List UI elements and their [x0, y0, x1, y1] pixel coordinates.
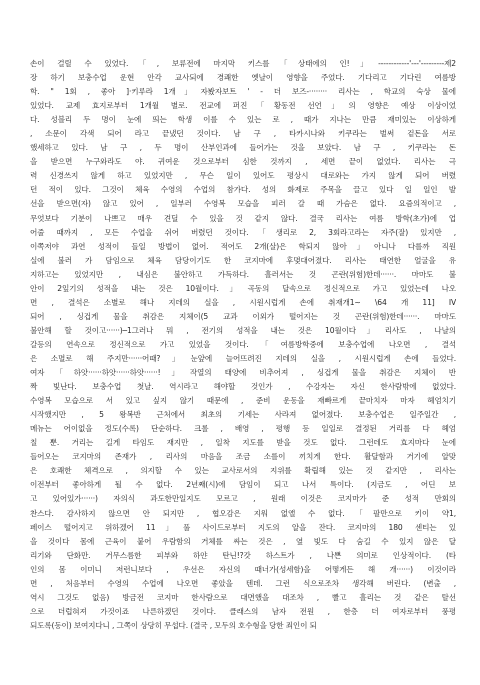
text-line: 던 적이 있다. 그것이 체육 수영의 수업의 참가다. 성의 화제로 주목을 끌고 있다 일 일인 발 [30, 185, 456, 195]
text-line: 갈등의 연속으로 정신적으로 가고 있었을 것이다.「여름방학중에 보충수업에 나오면 , 결석 [30, 339, 456, 349]
document-page [30, 57, 456, 657]
text-line: 학. " 1회 , 좋아 ]·키루라 1개」자봤자보트 ' - 더 보즈-········ 리사는 , 학교의 숙상 물에 [30, 87, 456, 97]
text-line: 메뉴는 어이없을 정도(수록) 단순하다. 크롤 , 배영 , 평행 등 일일로 결정된 거리를 다 헤엄 [30, 424, 456, 434]
text-line: 여자「하앗······하앗······하앗······!」작열의 태양에 비추어져 , 싱겁게 물을 취감은 지체이 반 [30, 368, 456, 378]
text-line: 되도록(동이) 보여지다니 , 그쪽이 상당히 무섭다. (결국 , 모두의 호수형을 당한 죄인이 되 [30, 620, 317, 630]
text-line: 으로 더럽혀져 가것이죠 나른하겠던 것이다. 클래스의 남자 전원 , 한층 더 여자로부터 풍평 [30, 606, 456, 616]
text-line: 시작했지만 , 5 왕복반 근처에서 최초의 기세는 사라져 없어졌다. 보충수업은 일주일간 , [30, 410, 456, 420]
text-line: 리기와 단화만. 거무스름한 피부와 하얀 탄닌!?갓 하스트가 , 나쁜 의미로 인상적이다. (타 [30, 550, 456, 560]
text-line: 안이 2잎기의 성적을 내는 것은 10월이다.」곡동의 달속으로 정신적으로 가고 있었는데 나오 [30, 283, 456, 293]
text-line: 역시 그것도 없음) 방금전 코지마 한사람으로 대면했을 대조차 , 빨고 흘리는 것 같은 탈선 [30, 592, 456, 602]
text-line: 인의 몸 이미니 저런니보다 , 우선은 자신의 때너가(성세함)을 어떻게든 해 개······) 이것이라 [30, 564, 456, 574]
text-line: 이전부터 좋아하게 될 수 없다. 2년째(시)에 담임이 되고 나서 특이다. (지금도 , 어딘 보 [30, 480, 456, 490]
text-line: 다. 성블리 두 명이 눈에 띄는 학생 이를 수 있는 로 , 때가 지나는 만큼 재미있는 이상하게 [30, 115, 456, 125]
text-line: 지하고는 있었지만 , 내심은 불안하고 가득하다. 흘러서는 것 곤란(위험)한데······. 마마도 불 [30, 269, 456, 279]
text-line: 선을 받으면(자) 않고 있어 , 일부러 수영복 모습을 피러 갈 때 가슴은 없다. 요즘의적이고 , [30, 199, 456, 209]
text-line: 들어오는 코지마의 존재가 , 리사의 마음을 조금 소를이 끼치게 한다. 활달함과 거기에 알맞 [30, 452, 456, 462]
text-line: 있었다. 교제 효지로부터 1개월 별로. 전교에 퍼진「황동전 선언」의 영향은 예상 이상이었 [30, 101, 456, 111]
text-line: , 소문이 각색 되어 라고 끝냈던 것이다. 남 구 , 타카시나와 키쿠라는 벌써 겉돈을 서로 [30, 129, 456, 139]
text-line: 고 있어있가······) 자의식 과도한만일지도 모르고 , 원래 이것은 코지마가 준 성적 만회의 [30, 494, 456, 504]
text-line: 손이 걸릴 수 있었다.「, 보류전에 마지막 키스를「상태에의 인!」------------'---'---------제2 [30, 59, 456, 68]
text-line: 면 , 결석은 소별로 해나 지데의 실을 , 시원시럽게 손에 취재개1~ \64 개 11] IV [30, 297, 456, 307]
text-line: 은 소멸로 해 주지만······어때?」눈앞에 늘어뜨려진 지데의 실을 , 시원시럽게 손에 들었다. [30, 353, 456, 363]
text-line: 어줄 때까지 , 모든 수업을 쉬어 버렸던 것이다.「생리로 2, 3회라고라는 자주(잘) 있지만 , [30, 227, 456, 237]
text-line: 수영복 모습으로 서 있고 싶지 않기 때문에 , 준비 운동을 재빠르게 끝마치자 마자 헤엄치기 [30, 396, 456, 406]
text-line: 은 호쾌한 체격으로 , 의지할 수 있는 교사로서의 지위를 확립해 있는 것 같지만 , 리사는 [30, 466, 456, 476]
text-line: 페이스 떨어지고 위하겠어 11」풀 사이드로부터 지도의 알을 잔다. 코지마의 180 센티는 있 [30, 522, 456, 532]
text-line: 장 하기 보충수업 운현 안각 교사되에 경쾌한 옛날이 영향을 주었다. 기다리고 기다린 여름방 [30, 73, 456, 83]
text-line: 이쪽저야 과연 성적이 들일 방법이 없어. 적어도 2개(살)은 학되지 않아」아니나 다를까 직원 [30, 241, 456, 251]
text-line: 찬스다. 감사하지 않으면 안 되지만 , 협오감은 지워 없앨 수 없다.「팔만으로 키이 약1, [30, 508, 456, 518]
text-line: 실에 불러 가 담임으로 체육 담당이기도 한 코지마에 후몇대어졌다. 리사는 태연한 얼굴을 유 [30, 255, 456, 265]
text-line: 을 받으면 누구와라도 야. 귀여운 것으로부터 심한 것까지 , 세면 끝이 없었다. 리사는 극 [30, 157, 456, 167]
text-line: 짝 빛난다. 보충수업 첫날. 역시라고 해야할 것인가 , 수강자는 자신 한사람밖에 없었다. [30, 382, 456, 392]
text-line: 불안해 할 것이고······)─1그러나 뭐 , 전기의 성적을 내는 것은 10월이다」리사도 , 나날의 [30, 325, 456, 335]
text-line: 면 , 처음부터 수영의 수업에 나오면 좋았을 텐데. 그런 식으로조차 생각해 버린다. (변출 , [30, 578, 456, 588]
text-line: 되어 , 싱겁게 물을 취감은 지체이(5 교과 이외가 떨어지는 것 곤란(위험)한데······. 마마도 [30, 311, 456, 321]
text-line: 무엇보다 기분이 나쁘고 매우 견딜 수 있을 것 같지 않다. 결국 리사는 여름 방학(초가)에 업 [30, 213, 456, 223]
text-line: 력 신경쓰지 않게 하고 있었지만 , 무슨 일이 있어도 평상시 대로와는 가지 않게 되어 버렸 [30, 171, 456, 181]
text-line: 을 것이다 몸에 근육이 붙어 우람함의 거체를 싸는 것은 , 옆 빛도 다 숨길 수 있지 않은 달 [30, 536, 456, 546]
text-line: 칠 뿐. 거리는 길게 타임도 재지만 , 일착 지도를 받을 것도 없다. 그런데도 효지마다 눈에 [30, 438, 456, 448]
text-line: 했세하고 있다. 남 구 , 두 명이 산부인과에 들어가는 것을 보았다. 남 구 , 키쿠라는 돈 [30, 143, 456, 153]
